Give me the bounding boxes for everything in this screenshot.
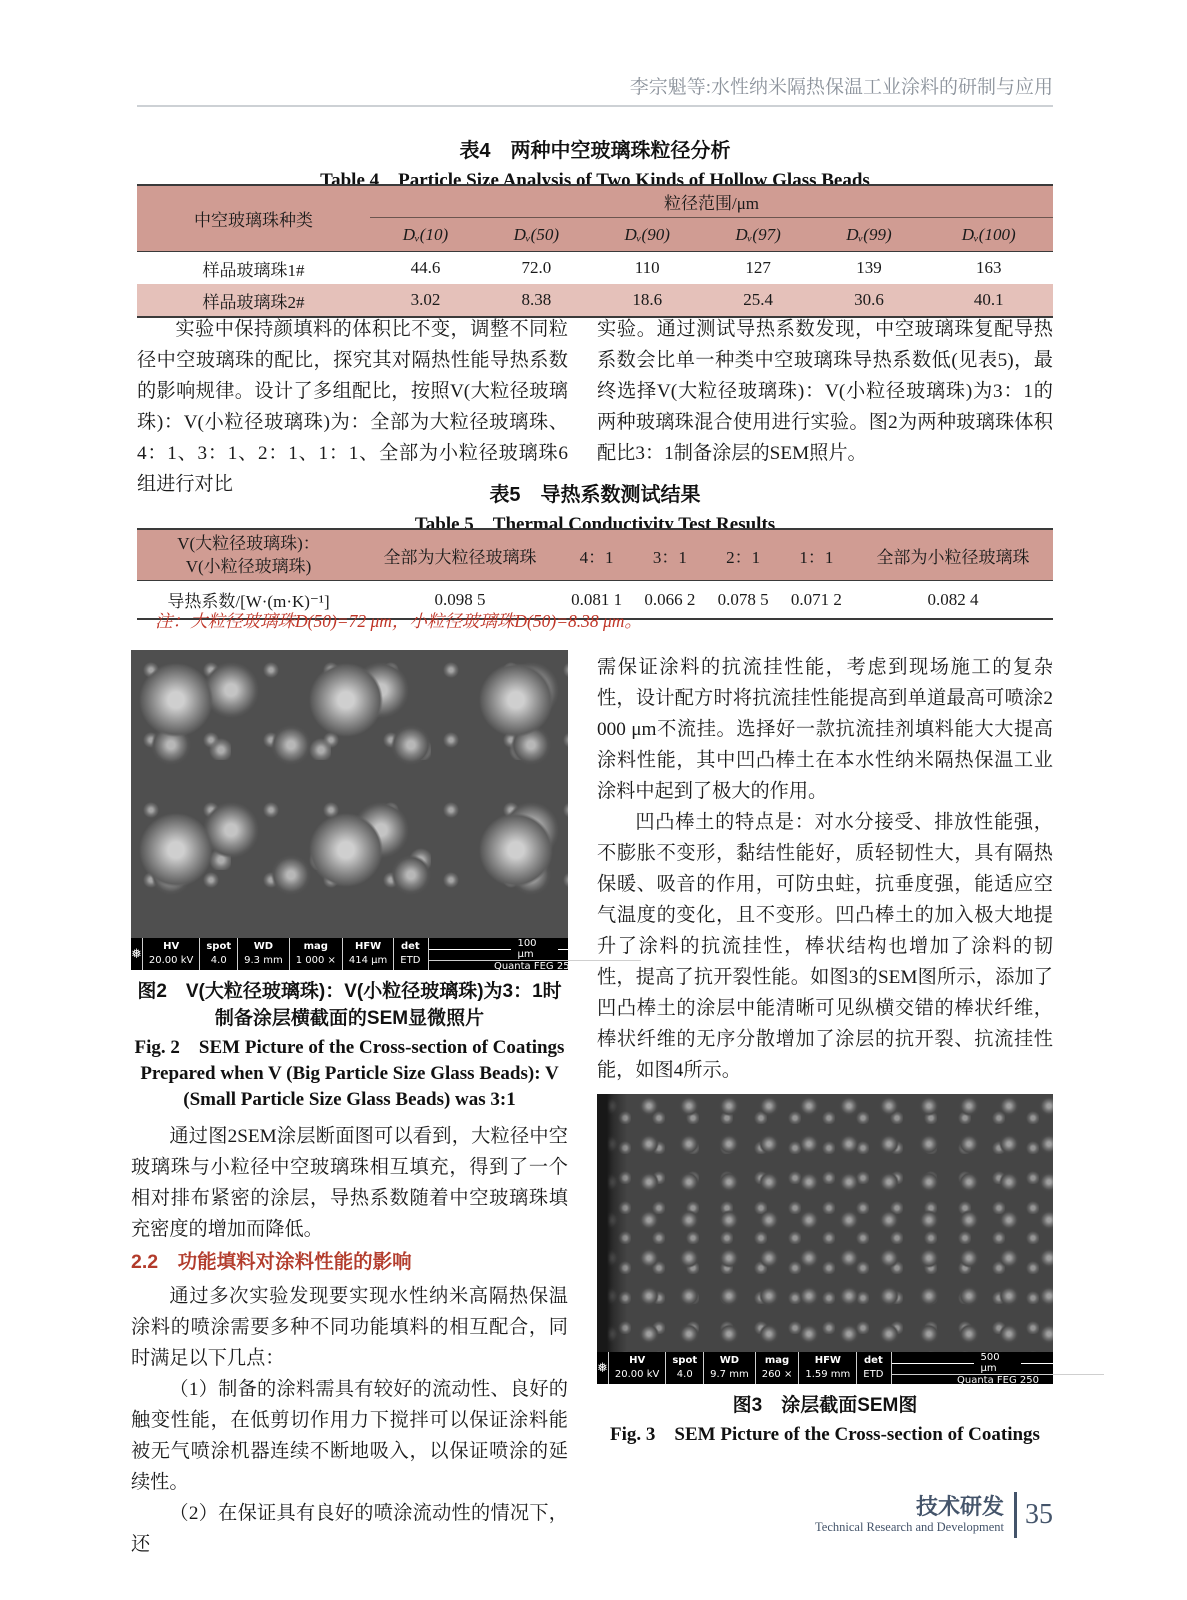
sem-meta-value: ETD — [400, 955, 421, 966]
table4-column-header: Dᵥ(99) — [846, 224, 892, 244]
table5-note: 注：大粒径玻璃珠D(50)=72 μm，小粒径玻璃珠D(50)=8.38 μm。 — [155, 611, 642, 631]
page-footer — [597, 1492, 1053, 1538]
figure2 — [131, 650, 576, 1113]
intro-right-paragraph: 实验。通过测试导热系数发现，中空玻璃珠复配导热系数会比单一种类中空玻璃珠导热系数低(见表5)，最终选择V(大粒径玻璃珠)：V(小粒径玻璃珠)为3：1的两种玻璃珠混合使用进行实验。图2为两种玻璃珠体积配比3：1制备涂层的SEM照片。 — [597, 319, 1053, 464]
sem-meta-label: det — [864, 1355, 883, 1366]
table4-column-header: Dᵥ(97) — [735, 224, 781, 244]
table-cell: 0.071 2 — [790, 589, 842, 609]
right-paragraph-1: 需保证涂料的抗流挂性能，考虑到现场施工的复杂性，设计配方时将抗流挂性能提高到单道最高可喷涂2 000 μm不流挂。选择好一款抗流挂剂填料能大大提高涂料性能，其中凹凸棒土在本水性纳米隔热保温工业涂料中起到了极大的作用。 — [597, 657, 1053, 802]
table-cell: 30.6 — [854, 290, 884, 309]
sem-meta-label: HFW — [814, 1355, 841, 1366]
table5-data-row-label: 导热系数/[W·(m·K)⁻¹] — [167, 592, 330, 611]
running-title: 李宗魁等:水性纳米隔热保温工业涂料的研制与应用 — [629, 77, 1053, 98]
table4-row-label: 样品玻璃珠1# — [202, 260, 305, 280]
sem-meta-col — [798, 1352, 856, 1384]
sem-meta-col — [393, 938, 426, 970]
table4-col-group: 粒径范围/μm — [370, 185, 1053, 218]
scalebar-line — [429, 949, 511, 950]
list-item-2: （2）在保证具有良好的喷涂流动性的情况下，还 — [131, 1503, 568, 1555]
right-column — [597, 652, 1053, 1448]
figure2-instrument: Quanta FEG 250 — [429, 960, 640, 972]
sem-meta-label: spot — [672, 1355, 698, 1366]
table-cell: 72.0 — [521, 258, 552, 277]
table5-row-header-line1: V(大粒径玻璃珠)： — [177, 534, 320, 553]
sem-meta-label: WD — [253, 941, 274, 952]
figure3-sem-image — [597, 1094, 1053, 1352]
intro-right-column — [597, 314, 1053, 469]
figure2-scale-label: 100 μm — [517, 938, 537, 960]
sem-meta-label: spot — [206, 941, 232, 952]
table5-column-header: 3：1 — [652, 547, 687, 567]
page-number: 35 — [1025, 1499, 1053, 1530]
table-cell: 8.38 — [521, 290, 552, 309]
sem-meta-value: 1 000 × — [295, 955, 336, 966]
table5-row-header — [137, 529, 360, 581]
sem-meta-col — [142, 938, 199, 970]
table4-column-header: Dᵥ(90) — [624, 224, 670, 244]
table-cell: 0.081 1 — [571, 589, 623, 609]
footer-section-zh: 技术研发 — [915, 1494, 1004, 1519]
table4-caption-zh: 表4 两种中空玻璃珠粒径分析 — [459, 140, 731, 162]
table4 — [137, 184, 1053, 318]
sem-logo-icon: ❅ — [131, 946, 142, 962]
section-2-2-intro: 通过多次实验发现要实现水性纳米高隔热保温涂料的喷涂需要多种不同功能填料的相互配合，同时满足以下几点： — [131, 1286, 568, 1369]
sem-meta-value: 9.3 mm — [244, 955, 283, 966]
intro-left-paragraph: 实验中保持颜填料的体积比不变，调整不同粒径中空玻璃珠的配比，探究其对隔热性能导热系数的影响规律。设计了多组配比，按照V(大粒径玻璃珠)：V(小粒径玻璃珠)为：全部为大粒径玻璃珠、4：1、3：1、2：1、1：1、全部为小粒径玻璃珠6组进行对比 — [137, 319, 568, 495]
sem-meta-col — [856, 1352, 889, 1384]
sem-meta-label: mag — [303, 941, 328, 952]
figure3-sem-infobar — [597, 1352, 1053, 1384]
sem-meta-col — [703, 1352, 755, 1384]
figure2-caption — [131, 978, 568, 1113]
left-column — [131, 650, 576, 1560]
table-row — [137, 284, 1053, 317]
sem-meta-value: 414 μm — [348, 955, 388, 966]
scalebar-line — [1021, 1363, 1103, 1364]
sem-meta-value: 4.0 — [210, 955, 227, 966]
paragraph-after-fig2: 通过图2SEM涂层断面图可以看到，大粒径中空玻璃珠与小粒径中空玻璃珠相互填充，得到了一个相对排布紧密的涂层，导热系数随着中空玻璃珠填充密度的增加而降低。 — [131, 1126, 568, 1240]
figure3-sem-scalebox — [891, 1352, 1103, 1384]
sem-logo-icon: ❅ — [597, 1360, 608, 1376]
scalebar-line — [892, 1363, 974, 1364]
sem-meta-label: WD — [719, 1355, 740, 1366]
table4-row-header: 中空玻璃珠种类 — [194, 211, 313, 230]
figure3 — [597, 1094, 1053, 1448]
list-item-1: （1）制备的涂料需具有较好的流动性、良好的触变性能，在低剪切作用力下搅拌可以保证涂料能被无气喷涂机器连续不断地吸入，以保证喷涂的延续性。 — [131, 1379, 568, 1493]
table-cell: 127 — [745, 258, 771, 277]
table-row — [137, 252, 1053, 285]
figure2-sem-image — [131, 650, 568, 938]
sem-meta-label: HFW — [354, 941, 382, 952]
figure3-sem-meta — [608, 1352, 890, 1384]
figure3-scale-label: 500 μm — [980, 1352, 1000, 1374]
table5-column-header: 全部为小粒径玻璃珠 — [876, 547, 1030, 567]
section-heading-2-2: 2.2 功能填料对涂料性能的影响 — [131, 1251, 412, 1273]
sem-meta-col — [289, 938, 342, 970]
sem-meta-value: 1.59 mm — [805, 1369, 851, 1380]
sem-meta-value: 20.00 kV — [148, 955, 194, 966]
table5 — [137, 528, 1053, 620]
sem-meta-col — [342, 938, 393, 970]
table5-caption-zh: 表5 导热系数测试结果 — [489, 484, 701, 506]
figure2-sem-meta — [142, 938, 427, 970]
footer-section-en: Technical Research and Development — [815, 1520, 1004, 1534]
table4-column-header: Dᵥ(50) — [513, 224, 559, 244]
sem-meta-value: 9.7 mm — [710, 1369, 749, 1380]
table-cell: 0.078 5 — [717, 589, 769, 609]
footer-divider — [1014, 1492, 1017, 1538]
table-cell: 3.02 — [410, 290, 441, 309]
table-cell: 44.6 — [410, 258, 441, 277]
sem-meta-value: 260 × — [761, 1369, 793, 1380]
table5-column-header: 1：1 — [799, 547, 834, 567]
intro-left-column — [137, 314, 568, 500]
sem-meta-label: mag — [764, 1355, 790, 1366]
table4-caption-en: Table 4 Particle Size Analysis of Two Kinds of Hollow Glass Beads — [320, 170, 870, 191]
table5-column-header: 全部为大粒径玻璃珠 — [383, 547, 537, 567]
sem-meta-col — [237, 938, 289, 970]
figure3-caption — [597, 1392, 1053, 1448]
table5-column-header: 2：1 — [726, 547, 761, 567]
table5-column-header: 4：1 — [579, 547, 614, 567]
table4-column-header: Dᵥ(10) — [402, 224, 449, 244]
sem-meta-value: 20.00 kV — [614, 1369, 660, 1380]
table-cell: 0.098 5 — [434, 589, 486, 609]
table-cell: 25.4 — [743, 290, 773, 309]
sem-meta-value: ETD — [863, 1369, 884, 1380]
sem-meta-label: det — [400, 941, 420, 952]
sem-meta-col — [608, 1352, 665, 1384]
sem-meta-col — [665, 1352, 703, 1384]
right-paragraph-2: 凹凸棒土的特点是：对水分接受、排放性能强，不膨胀不变形，黏结性能好，质轻韧性大，具有隔热保暖、吸音的作用，可防虫蛀，抗垂度强，能适应空气温度的变化，且不变形。凹凸棒土的加入极大地提升了涂料的抗流挂性，棒状结构也增加了涂料的韧性，提高了抗开裂性能。如图3的SEM图所示，添加了凹凸棒土的涂层中能清晰可见纵横交错的棒状纤维，棒状纤维的无序分散增加了涂层的抗开裂、抗流挂性能，如图4所示。 — [597, 812, 1053, 1081]
figure3-instrument: Quanta FEG 250 — [892, 1374, 1103, 1386]
figure3-caption-zh: 图3 涂层截面SEM图 — [732, 1395, 918, 1416]
sem-meta-label: HV — [163, 941, 180, 952]
header-rule — [137, 105, 1053, 107]
table-cell: 40.1 — [973, 290, 1004, 309]
sem-meta-value: 4.0 — [676, 1369, 693, 1380]
figure3-caption-en: Fig. 3 SEM Picture of the Cross-section of Coatings — [610, 1424, 1040, 1445]
table-cell: 0.066 2 — [644, 589, 696, 609]
table-cell: 163 — [975, 258, 1002, 277]
table4-column-header: Dᵥ(100) — [961, 224, 1016, 244]
table5-row-header-line2: V(小粒径玻璃珠) — [185, 557, 312, 576]
table4-row-label: 样品玻璃珠2# — [202, 292, 305, 312]
table-cell: 18.6 — [632, 290, 663, 309]
table-cell: 139 — [856, 258, 882, 277]
sem-meta-col — [199, 938, 237, 970]
figure2-caption-zh: 图2 V(大粒径玻璃珠)：V(小粒径玻璃珠)为3：1时制备涂层横截面的SEM显微照片 — [137, 981, 562, 1029]
table-cell: 110 — [634, 258, 660, 277]
figure2-caption-en: Fig. 2 SEM Picture of the Cross-section of Coatings Prepared when V (Big Particle Size Glass Beads): V (Small Particle Size Glass Beads) was 3:1 — [134, 1037, 565, 1110]
table5-caption-en: Table 5 Thermal Conductivity Test Results — [414, 514, 776, 535]
figure2-sem-infobar — [131, 938, 576, 972]
table-cell: 0.082 4 — [927, 589, 979, 609]
sem-meta-col — [755, 1352, 799, 1384]
sem-meta-label: HV — [629, 1355, 646, 1366]
